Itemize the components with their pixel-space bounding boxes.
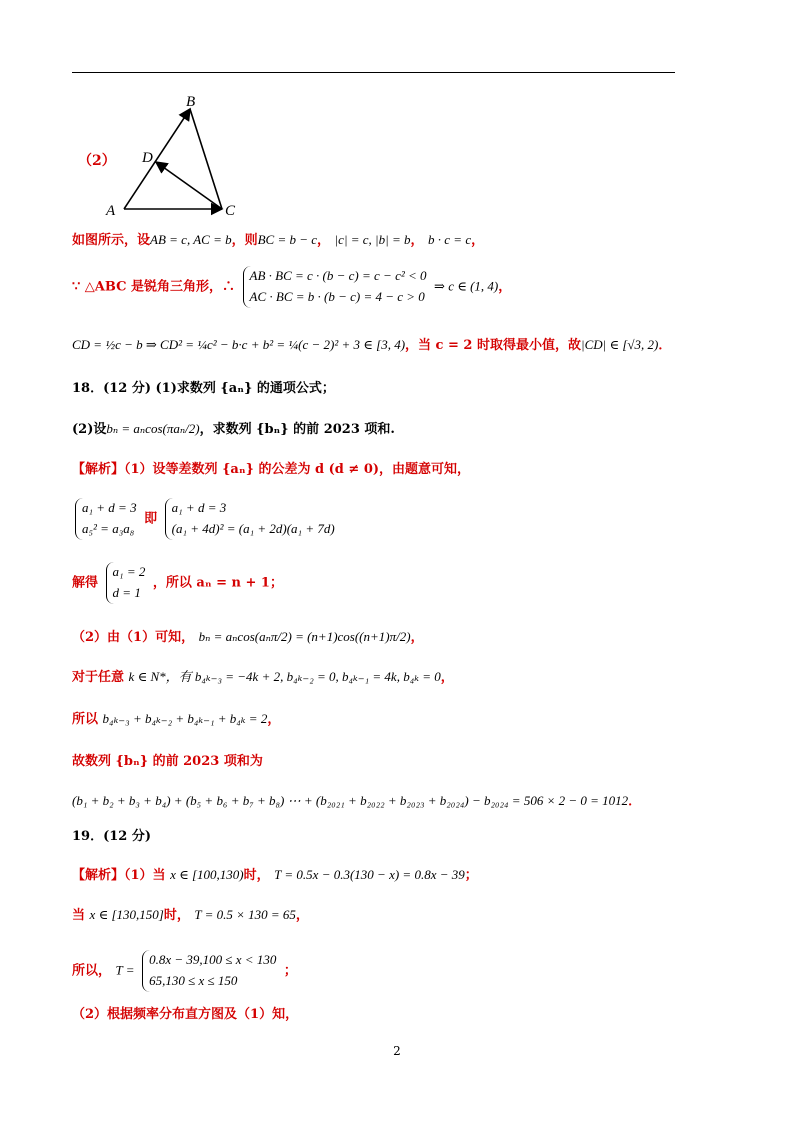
math: T = 0.5x − 0.3(130 − x) = 0.8x − 39 — [274, 867, 465, 882]
text: ， — [498, 279, 512, 295]
text: ， — [410, 630, 424, 645]
math: |c| = c, |b| = b — [334, 232, 411, 247]
solution-line-3 — [72, 336, 671, 355]
question-18-part2 — [72, 420, 395, 439]
label-b: B — [186, 94, 196, 110]
solution-18-line-6 — [72, 710, 280, 729]
text: 时， — [163, 908, 190, 923]
math: x ∈ [130,150] — [89, 907, 164, 922]
math: 0.8x − 39,100 ≤ x < 130 — [149, 952, 277, 967]
math: BC = b − c — [257, 232, 318, 247]
solution-19-line-1 — [72, 866, 478, 885]
text: 解得 — [72, 575, 99, 591]
math: (a₁ + 4d)² = (a₁ + 2d)(a₁ + 7d) — [171, 521, 335, 536]
label-a: A — [106, 203, 116, 219]
text: ， — [410, 233, 424, 248]
segment-bc — [190, 109, 222, 209]
math: a₁ + d = 3 — [171, 500, 227, 515]
math: bₙ = aₙcos(πaₙ/2) — [106, 421, 200, 436]
text: ， — [440, 670, 454, 685]
text: ， — [295, 908, 309, 923]
math: b · c = c — [428, 232, 472, 247]
solution-18-line-1 — [72, 461, 470, 479]
math: |CD| ∈ [√3, 2) — [581, 337, 659, 352]
text: （2）由（1）可知， — [72, 630, 195, 645]
brace-system — [142, 950, 276, 992]
text: ，则 — [231, 233, 258, 248]
vector-ab — [124, 109, 190, 209]
solution-19-line-2 — [72, 906, 309, 925]
solution-18-line-2 — [72, 498, 338, 540]
math: b₄ₖ₋₃ + b₄ₖ₋₂ + b₄ₖ₋₁ + b₄ₖ = 2 — [102, 711, 268, 726]
math: ⇒ c ∈ (1, 4) — [434, 278, 499, 294]
solution-18-line-4 — [72, 628, 424, 647]
math: AB = c, AC = b — [150, 232, 232, 247]
solution-18-line-7 — [72, 753, 263, 771]
text: ，所以 aₙ = n + 1； — [152, 575, 283, 591]
part-label: （2） — [78, 153, 116, 169]
text: ，求数列 {bₙ} 的前 2023 项和. — [199, 422, 395, 437]
text: 对于任意 — [72, 670, 125, 685]
page-number: 2 — [393, 1044, 401, 1058]
math: AC · BC = b · (b − c) = 4 − c > 0 — [249, 289, 425, 304]
text: 【解析】（1）设等差数列 {aₙ} 的公差为 d (d ≠ 0)，由题意可知， — [72, 462, 471, 477]
text: 当 — [72, 908, 86, 923]
text: ． — [658, 338, 672, 353]
solution-18-line-8 — [72, 792, 641, 811]
brace-system — [243, 266, 427, 308]
brace-system — [106, 562, 146, 604]
math: a₅² = a₃a₈ — [82, 521, 135, 536]
math: T = 0.5 × 130 = 65 — [194, 907, 296, 922]
text: 所以 — [72, 712, 99, 727]
text: ． — [628, 794, 642, 809]
math: (b₁ + b₂ + b₃ + b₄) + (b₅ + b₆ + b₇ + b₈) ⋯ + (b₂₀₂₁ + b₂₀₂₂ + b₂₀₂₃ + b₂₀₂₄) − b₂₀₂₄ = 506 × 2 − 0 = 1012 — [72, 793, 629, 808]
text: ， — [317, 233, 331, 248]
math: T = — [115, 962, 135, 978]
math: a₁ + d = 3 — [82, 500, 137, 515]
text: ， — [267, 712, 281, 727]
text: 所以， — [72, 963, 112, 979]
solution-line-2 — [72, 266, 511, 308]
math: d = 1 — [112, 585, 141, 600]
text: 即 — [144, 511, 158, 527]
text: 如图所示，设 — [72, 233, 151, 248]
text: ，当 c = 2 时取得最小值，故 — [405, 338, 581, 353]
text: ， — [471, 233, 485, 248]
question-18 — [72, 380, 335, 398]
text: 时， — [243, 868, 270, 883]
math: CD = ½c − b ⇒ CD² = ¼c² − b·c + b² = ¼(c − 2)² + 3 ∈ [3, 4) — [72, 337, 406, 352]
math: AB · BC = c · (b − c) = c − c² < 0 — [249, 268, 427, 283]
brace-system — [75, 498, 137, 540]
solution-19-line-4 — [72, 1006, 298, 1024]
text: ； — [464, 868, 478, 883]
solution-18-line-5 — [72, 668, 454, 687]
header-rule — [72, 72, 675, 73]
text: ∵ △ABC 是锐角三角形，∴ — [72, 279, 235, 295]
text: (2)设 — [72, 422, 107, 437]
label-d: D — [142, 150, 153, 166]
text: 【解析】（1）当 — [72, 868, 166, 883]
text: ； — [283, 963, 297, 979]
text: 19．(12 分) — [72, 829, 152, 844]
label-c: C — [225, 203, 236, 219]
solution-18-line-3 — [72, 562, 283, 604]
math: k ∈ N*，有 b₄ₖ₋₃ = −4k + 2, b₄ₖ₋₂ = 0, b₄ₖ₋₁ = 4k, b₄ₖ = 0 — [128, 669, 441, 684]
question-19 — [72, 828, 151, 846]
brace-system — [165, 498, 335, 540]
math: bₙ = aₙcos(aₙπ/2) = (n+1)cos((n+1)π/2) — [198, 629, 411, 644]
vector-cd — [156, 162, 222, 209]
triangle-figure — [72, 92, 272, 222]
math: 65,130 ≤ x ≤ 150 — [149, 973, 238, 988]
math: a₁ = 2 — [112, 564, 146, 579]
text: 18．(12 分) (1)求数列 {aₙ} 的通项公式； — [72, 381, 335, 396]
solution-line-1 — [72, 231, 484, 250]
math: x ∈ [100,130) — [170, 867, 244, 882]
solution-19-line-3 — [72, 950, 297, 992]
text: （2）根据频率分布直方图及（1）知， — [72, 1007, 299, 1022]
text: 故数列 {bₙ} 的前 2023 项和为 — [72, 754, 263, 769]
